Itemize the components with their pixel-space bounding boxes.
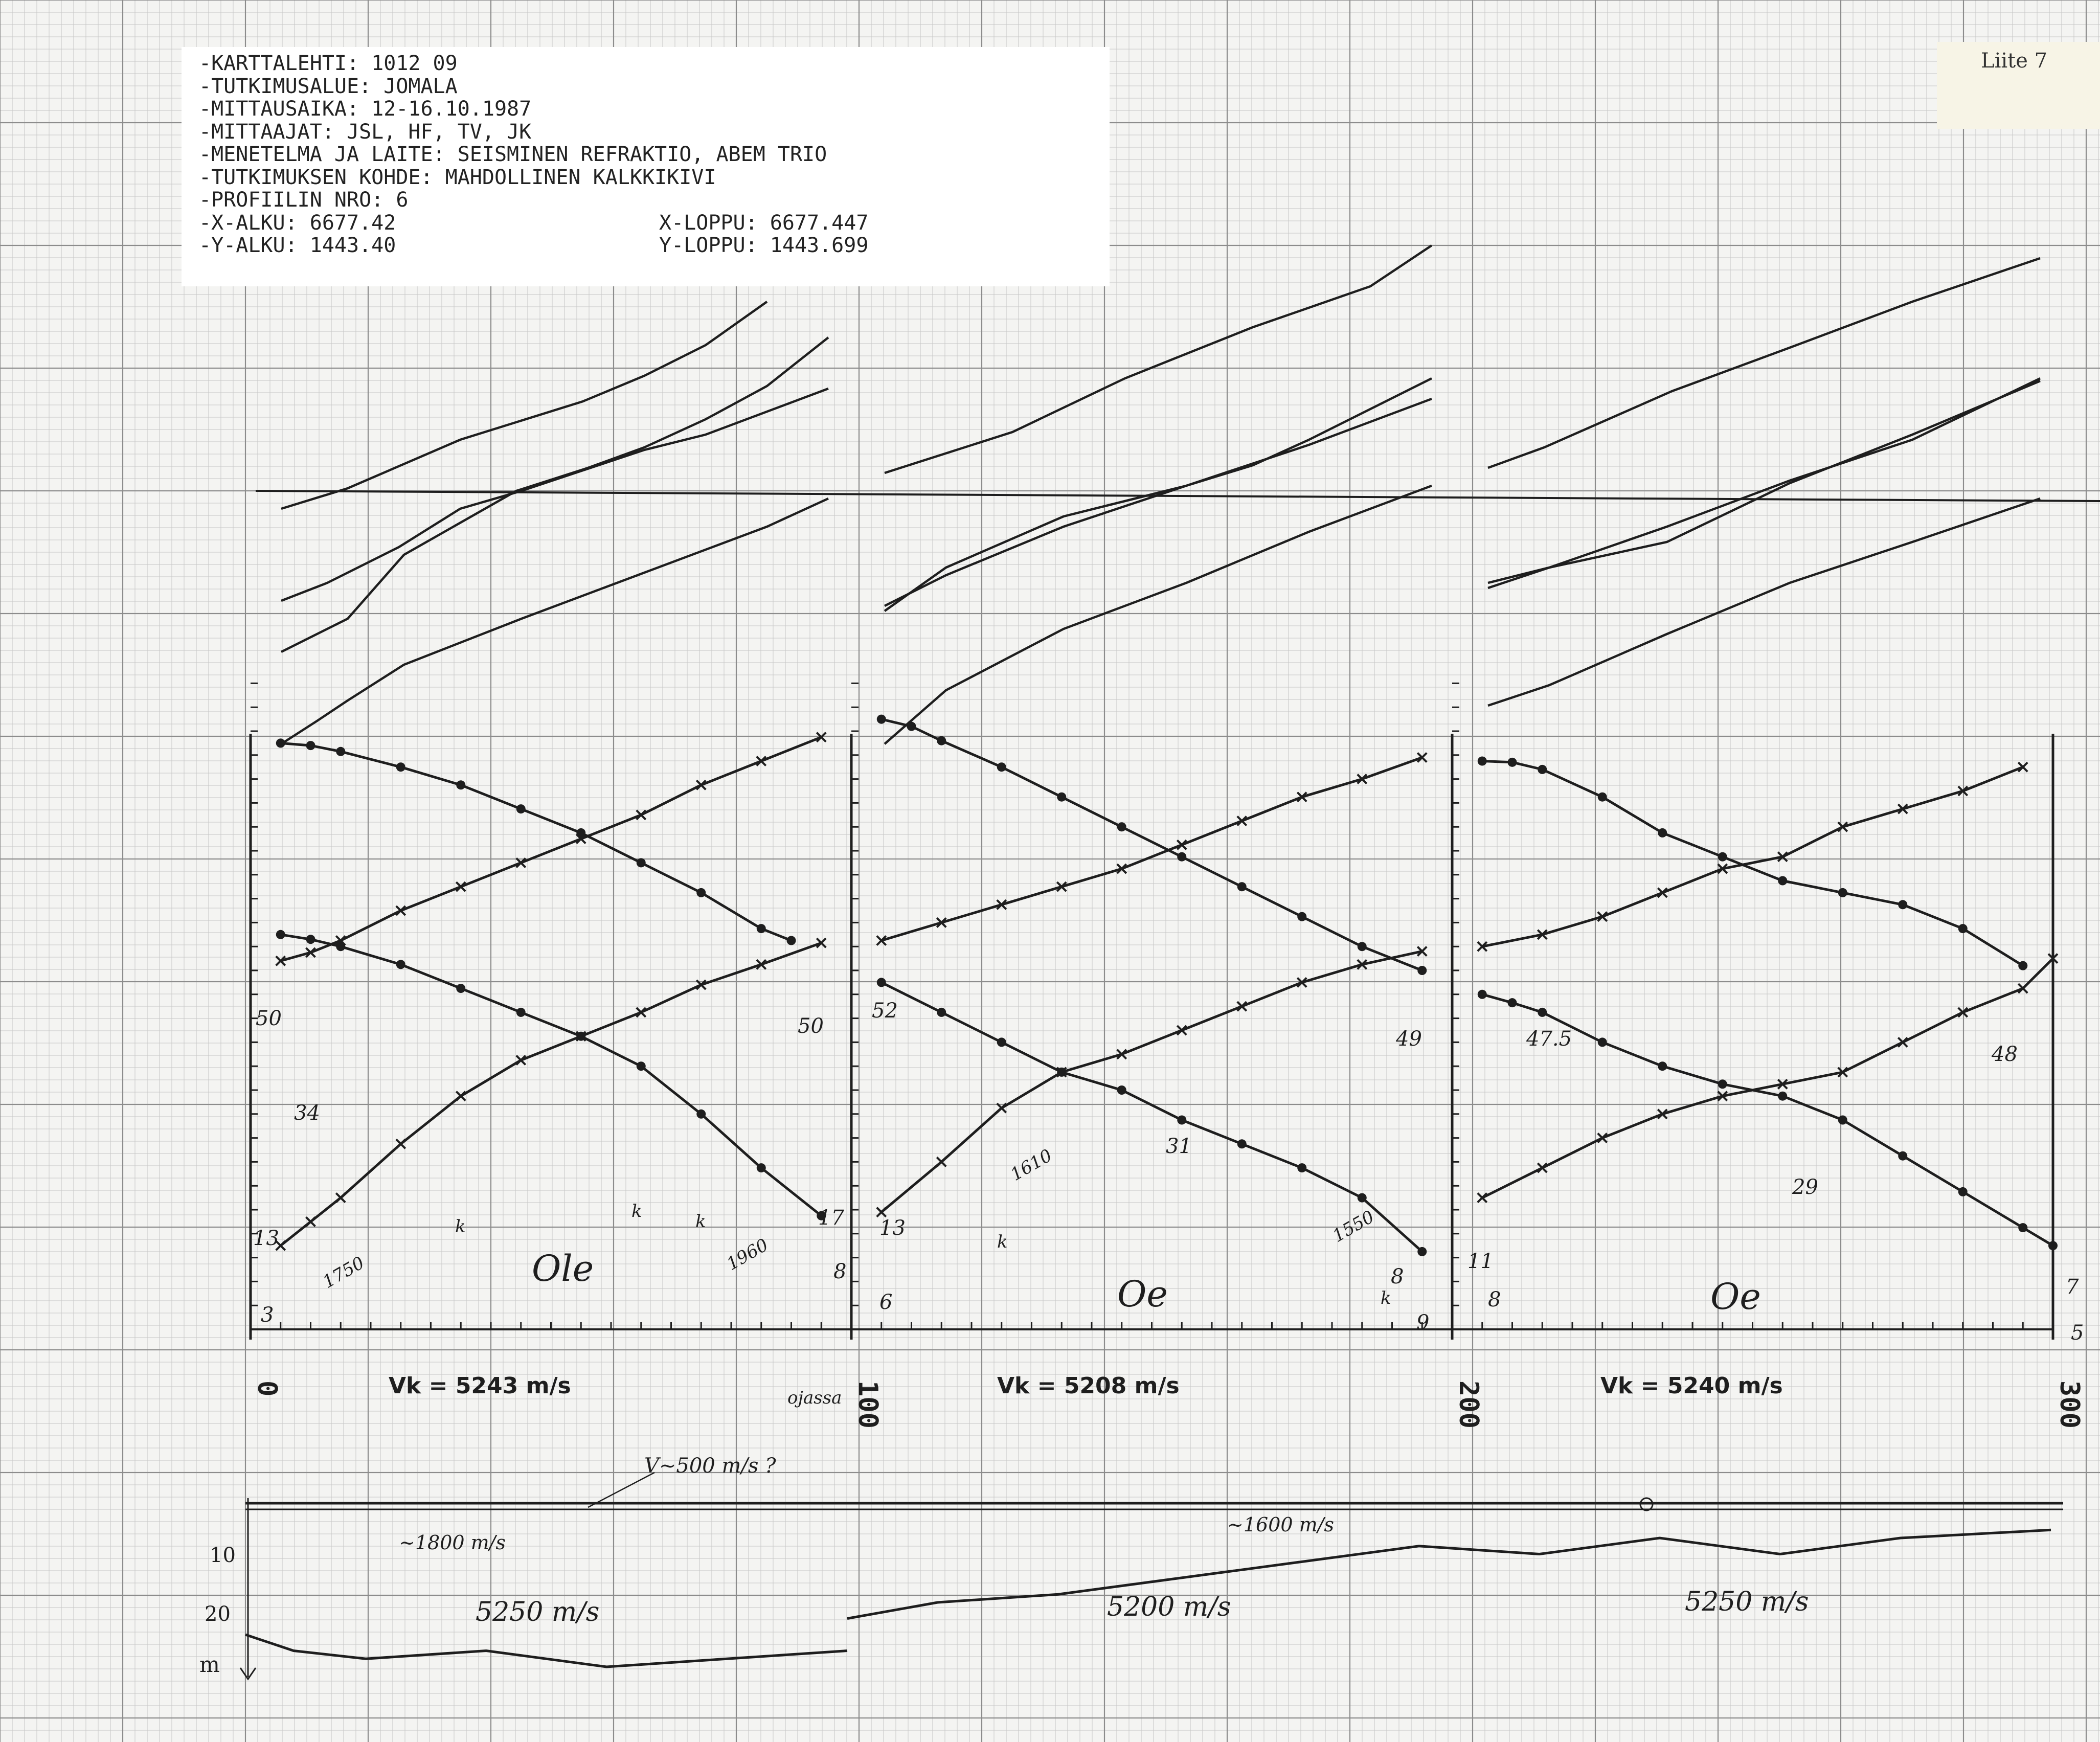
handwritten-note: Ole	[532, 1248, 594, 1289]
data-point	[1508, 998, 1517, 1007]
series-line	[882, 757, 1422, 940]
data-point	[396, 1139, 405, 1148]
y-end: Y-LOPPU: 1443.699	[659, 234, 869, 257]
x-tick-label: 300	[2054, 1381, 2085, 1429]
data-point	[877, 978, 886, 987]
data-point	[1838, 888, 1847, 897]
data-point	[937, 736, 946, 745]
layer-velocity: ~1800 m/s	[399, 1531, 506, 1554]
slope-label: 1960	[723, 1234, 772, 1275]
header-line: -MITTAAJAT: JSL, HF, TV, JK	[199, 120, 532, 144]
data-point	[1237, 882, 1247, 891]
data-point	[306, 741, 315, 750]
data-point	[1898, 1037, 1907, 1047]
data-point	[1958, 924, 1968, 933]
slope-label: 1750	[319, 1252, 368, 1293]
data-point	[1778, 876, 1787, 886]
data-point	[1177, 852, 1186, 862]
x-tick-label: 200	[1453, 1381, 1484, 1429]
data-point	[1598, 793, 1607, 802]
data-point	[696, 888, 706, 897]
data-point	[1358, 942, 1367, 951]
series-line	[882, 952, 1422, 1212]
sketch-curve	[281, 337, 828, 652]
refractor-interface	[847, 1530, 2051, 1618]
data-point	[1658, 1061, 1667, 1071]
data-point	[1177, 1116, 1186, 1125]
handwritten-note: Oe	[1710, 1276, 1761, 1318]
data-point	[456, 1092, 465, 1101]
velocity-label: Vk = 5208 m/s	[997, 1373, 1180, 1399]
data-point	[1958, 1187, 1968, 1196]
header-line: -TUTKIMUSALUE: JOMALA	[199, 74, 458, 98]
data-point	[696, 1110, 706, 1119]
data-point	[1538, 765, 1547, 774]
data-point	[1358, 1193, 1367, 1203]
x-start: -X-ALKU: 6677.42	[199, 211, 396, 235]
shot-label: 3	[261, 1303, 274, 1327]
bedrock-velocity: 5200 m/s	[1107, 1592, 1231, 1622]
data-point	[1417, 1247, 1427, 1256]
data-point	[456, 780, 465, 789]
shot-label: 48	[1992, 1043, 2018, 1066]
shot-label: 50	[798, 1014, 824, 1038]
data-point	[637, 1061, 646, 1071]
shot-label: 47.5	[1526, 1027, 1572, 1051]
data-point	[1898, 900, 1907, 909]
shot-label: 17	[818, 1206, 844, 1230]
data-point	[1778, 1092, 1787, 1101]
handwritten-note: k	[1381, 1288, 1391, 1308]
shot-label: 11	[1467, 1250, 1494, 1273]
shot-label: 8	[1488, 1288, 1501, 1311]
series-line	[281, 737, 822, 961]
data-point	[1538, 1163, 1547, 1172]
shot-label: 31	[1166, 1135, 1192, 1158]
data-point	[1508, 758, 1517, 767]
depth-section	[199, 1454, 2063, 1679]
data-point	[1478, 757, 1487, 766]
data-point	[1538, 1008, 1547, 1017]
data-point	[306, 1217, 315, 1226]
series-line	[1482, 959, 2053, 1198]
data-point	[757, 924, 766, 933]
shot-label: 7	[2066, 1275, 2079, 1299]
data-point	[757, 1163, 766, 1172]
bedrock-velocity: 5250 m/s	[1685, 1587, 1809, 1617]
x-tick-label: 0	[252, 1381, 282, 1397]
data-point	[1117, 1085, 1126, 1095]
handwritten-note: k	[455, 1216, 466, 1237]
data-point	[787, 936, 796, 945]
slope-label: 1550	[1329, 1206, 1378, 1247]
shot-label: 13	[253, 1227, 279, 1250]
data-point	[1478, 1193, 1487, 1203]
data-point	[1478, 990, 1487, 999]
chart-labels	[252, 999, 2085, 1429]
header-line: -TUTKIMUKSEN KOHDE: MAHDOLLINEN KALKKIKIVI	[199, 165, 716, 189]
shot-label: 6	[879, 1291, 893, 1314]
overburden-velocity: V~500 m/s ?	[644, 1454, 776, 1478]
shot-label: 52	[872, 999, 898, 1023]
shot-label: 34	[294, 1101, 320, 1125]
header-coords-row	[199, 234, 1092, 257]
data-point	[336, 1193, 345, 1203]
data-point	[1057, 793, 1066, 802]
data-point	[1598, 1037, 1607, 1047]
traveltime-series	[276, 715, 2058, 1256]
data-point	[877, 1208, 886, 1217]
data-point	[516, 1008, 526, 1017]
data-point	[997, 1037, 1006, 1047]
series-line	[281, 935, 822, 1216]
shot-label: 8	[1391, 1265, 1404, 1288]
data-point	[1718, 852, 1727, 862]
bedrock-velocity: 5250 m/s	[476, 1597, 600, 1627]
data-point	[937, 1008, 946, 1017]
data-point	[1297, 1163, 1306, 1172]
velocity-label: Vk = 5240 m/s	[1600, 1373, 1783, 1399]
series-line	[281, 943, 822, 1246]
sketch-curve	[281, 389, 828, 601]
handwritten-note: ojassa	[787, 1388, 842, 1408]
velocity-label: Vk = 5243 m/s	[389, 1373, 571, 1399]
data-point	[637, 858, 646, 867]
slope-label: 1610	[1007, 1145, 1056, 1185]
shot-label: 49	[1396, 1027, 1422, 1051]
data-point	[276, 930, 285, 939]
data-point	[2018, 1223, 2027, 1232]
data-point	[276, 738, 285, 748]
refractor-interface	[245, 1635, 847, 1667]
data-point	[1237, 1139, 1247, 1148]
header-line: -MENETELMA JA LAITE: SEISMINEN REFRAKTIO, ABEM TRIO	[199, 143, 827, 166]
page-tag: Liite 7	[1937, 42, 2100, 129]
data-point	[907, 722, 916, 731]
data-point	[997, 762, 1006, 772]
depth-tick-label: 20	[205, 1602, 231, 1626]
data-point	[306, 935, 315, 944]
data-point	[1658, 828, 1667, 838]
data-point	[516, 804, 526, 813]
sketch-curve	[281, 499, 828, 744]
data-point	[1417, 966, 1427, 975]
shot-label: 5	[2071, 1321, 2084, 1345]
series-line	[281, 743, 792, 940]
x-tick-label: 100	[852, 1381, 883, 1429]
shot-label: 8	[833, 1260, 847, 1283]
handwritten-note: k	[997, 1232, 1008, 1252]
data-point	[2048, 1241, 2058, 1250]
handwritten-note: k	[695, 1211, 706, 1232]
data-point	[1117, 822, 1126, 831]
x-end: X-LOPPU: 6677.447	[659, 211, 869, 235]
depth-tick-label: 10	[210, 1544, 236, 1567]
header-line: -MITTAUSAIKA: 12-16.10.1987	[199, 97, 532, 121]
data-point	[336, 747, 345, 756]
shot-label: 9	[1416, 1311, 1430, 1334]
series-line	[882, 982, 1422, 1251]
data-point	[396, 960, 405, 969]
handwritten-note: k	[631, 1201, 642, 1221]
data-point	[1718, 1079, 1727, 1089]
shot-label: 13	[879, 1216, 906, 1240]
shot-label: 29	[1792, 1175, 1818, 1199]
header-box	[182, 47, 1110, 286]
data-point	[336, 942, 345, 951]
header-line: -PROFIILIN NRO: 6	[199, 188, 409, 212]
layer-velocity: ~1600 m/s	[1227, 1513, 1334, 1536]
header-coords-row	[199, 212, 1092, 235]
shot-label: 50	[256, 1007, 282, 1030]
depth-unit: m	[199, 1652, 220, 1677]
data-point	[1838, 1116, 1847, 1125]
handwritten-note: Oe	[1117, 1273, 1168, 1315]
data-point	[396, 762, 405, 772]
data-point	[456, 984, 465, 993]
y-start: -Y-ALKU: 1443.40	[199, 234, 396, 257]
data-point	[1297, 912, 1306, 921]
data-point	[2018, 961, 2027, 970]
data-point	[1898, 1151, 1907, 1161]
header-line: -KARTTALEHTI: 1012 09	[199, 52, 458, 75]
data-point	[877, 715, 886, 724]
